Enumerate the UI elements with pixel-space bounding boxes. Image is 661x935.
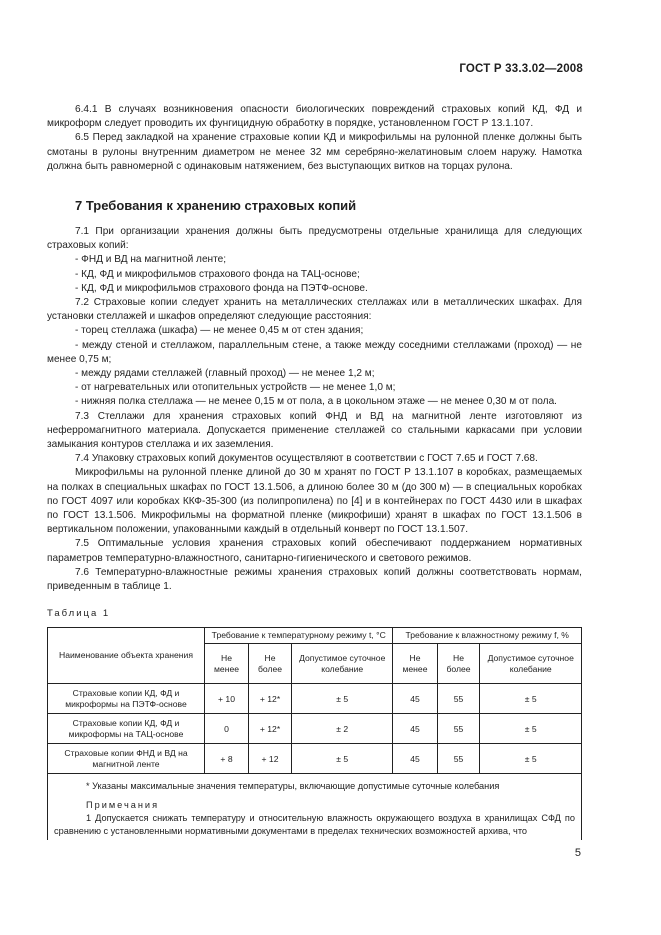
column-header-object: Наименование объекта хранения: [48, 628, 205, 684]
table-cell: 55: [437, 684, 480, 714]
table-cell: + 12: [249, 744, 292, 774]
list-item: - КД, ФД и микрофильмов страхового фонда на ТАЦ-основе;: [75, 268, 360, 280]
table-cell: ± 5: [480, 684, 582, 714]
notes-title: Примечания: [86, 800, 160, 811]
storage-conditions-table: [47, 627, 582, 840]
list-item: - от нагревательных или отопительных устройств — не менее 1,0 м;: [75, 382, 396, 394]
paragraph-6-4-1: 6.4.1 В случаях возникновения опасности биологических повреждений страховых копий КД, ФД и микроформ следует проводить их фунгицидную обработку в порядке, установленном ГОСТ Р 13.1.107.: [47, 104, 582, 130]
column-group-temperature: Требование к температурному режиму t, °С: [205, 628, 393, 644]
table-cell: 45: [393, 684, 437, 714]
row-name: Страховые копии КД, ФД и микроформы на ТАЦ-основе: [48, 714, 205, 744]
table-footnote: * Указаны максимальные значения температуры, включающие допустимые суточные колебания: [86, 781, 500, 792]
column-header-fluctuation: Допустимое суточное колебание: [480, 644, 582, 684]
list-item: - между стеной и стеллажом, параллельным стене, а также между соседними стеллажами (проход) — не менее 0,75 м;: [47, 339, 582, 365]
column-header-max: Не более: [437, 644, 480, 684]
table-cell: 45: [393, 714, 437, 744]
document-header: ГОСТ Р 33.3.02—2008: [459, 63, 583, 75]
column-group-humidity: Требование к влажностному режиму f, %: [393, 628, 582, 644]
column-header-fluctuation: Допустимое суточное колебание: [292, 644, 393, 684]
table-cell: + 12*: [249, 684, 292, 714]
table-cell: 55: [437, 714, 480, 744]
table-cell: 45: [393, 744, 437, 774]
table-row: [48, 684, 582, 714]
list-item: - ФНД и ВД на магнитной ленте;: [75, 254, 227, 266]
list-item: - торец стеллажа (шкафа) — не менее 0,45 м от стен здания;: [75, 325, 364, 337]
table-footnote-area: [48, 774, 582, 841]
paragraph-7-5: 7.5 Оптимальные условия хранения страховых копий обеспечивают поддержанием нормативных параметров температурно-влажностного, санитарно-гигиенического и светового режимов.: [47, 538, 582, 564]
table-row: [48, 744, 582, 774]
table-cell: 55: [437, 744, 480, 774]
page-number: 5: [574, 847, 581, 859]
table-cell: ± 5: [292, 684, 393, 714]
paragraph-7-2: 7.2 Страховые копии следует хранить на металлических стеллажах или в металлических шкафах. Для установки стеллажей и шкафов определяют следующие расстояния:: [47, 297, 582, 323]
table-cell: + 10: [205, 684, 249, 714]
table-row: [48, 714, 582, 744]
row-name: Страховые копии КД, ФД и микроформы на ПЭТФ-основе: [48, 684, 205, 714]
table-cell: ± 5: [292, 744, 393, 774]
table-cell: ± 5: [480, 714, 582, 744]
column-header-max: Не более: [249, 644, 292, 684]
table-cell: ± 2: [292, 714, 393, 744]
note-1: 1 Допускается снижать температуру и относительную влажность окружающего воздуха в хранилищах СФД по сравнению с установленными нормативными документами в пределах технических возможностей архива, что: [54, 813, 575, 837]
section-title: 7 Требования к хранению страховых копий: [75, 198, 357, 214]
table-cell: + 12*: [249, 714, 292, 744]
table-cell: ± 5: [480, 744, 582, 774]
paragraph-7-4: 7.4 Упаковку страховых копий документов осуществляют в соответствии с ГОСТ 7.65 и ГОСТ 7.68.: [75, 453, 538, 465]
row-name: Страховые копии ФНД и ВД на магнитной ленте: [48, 744, 205, 774]
table-cell: 0: [205, 714, 249, 744]
list-item: - КД, ФД и микрофильмов страхового фонда на ПЭТФ-основе.: [75, 282, 368, 294]
paragraph-7-4-microfilms: Микрофильмы на рулонной пленке длиной до 30 м хранят по ГОСТ Р 13.1.107 в коробках, размещаемых на полках в специальных шкафах по ГОСТ 13.1.506, а длиною более 30 м (до 300 м) — в специальных коробках по ГОСТ 4097 или коробках ККФ-35-300 (из полипропилена) по [4] и в контейнерах по ГОСТ 4430 или в шкафах по ГОСТ 13.1.506. Микрофильмы на форматной пленке (микрофиши) хранят в шкафах по ГОСТ 13.1.506 в вертикальном положении, упакованными каждый в отдельный конверт по ГОСТ 13.1.507.: [47, 467, 582, 536]
column-header-min: Не менее: [393, 644, 437, 684]
table-caption: Таблица 1: [47, 608, 111, 620]
list-item: - между рядами стеллажей (главный проход) — не менее 1,2 м;: [75, 368, 375, 380]
paragraph-7-6: 7.6 Температурно-влажностные режимы хранения страховых копий должны соответствовать нормам, приведенным в таблице 1.: [47, 566, 582, 593]
list-item: - нижняя полка стеллажа — не менее 0,15 м от пола, а в цокольном этаже — не менее 0,30 м от пола.: [75, 396, 557, 408]
table-cell: + 8: [205, 744, 249, 774]
paragraph-6-5: 6.5 Перед закладкой на хранение страховые копии КД и микрофильмы на рулонной пленке должны быть смотаны в рулоны внутренним диаметром не менее 32 мм серебряно-желатиновым слоем наружу. Намотка должна быть равномерной с одинаковым натяжением, без выступающих витков на торцах рулона.: [47, 132, 582, 172]
document-body: [47, 103, 582, 840]
paragraph-7-3: 7.3 Стеллажи для хранения страховых копий ФНД и ВД на магнитной ленте изготовляют из неферромагнитного материала. Допускается применение стеллажей со стальными каркасами при условии замыкания контуров стеллажа и их заземления.: [47, 410, 582, 451]
paragraph-7-1: 7.1 При организации хранения должны быть предусмотрены отдельные хранилища для следующих страховых копий:: [47, 226, 582, 252]
column-header-min: Не менее: [205, 644, 249, 684]
